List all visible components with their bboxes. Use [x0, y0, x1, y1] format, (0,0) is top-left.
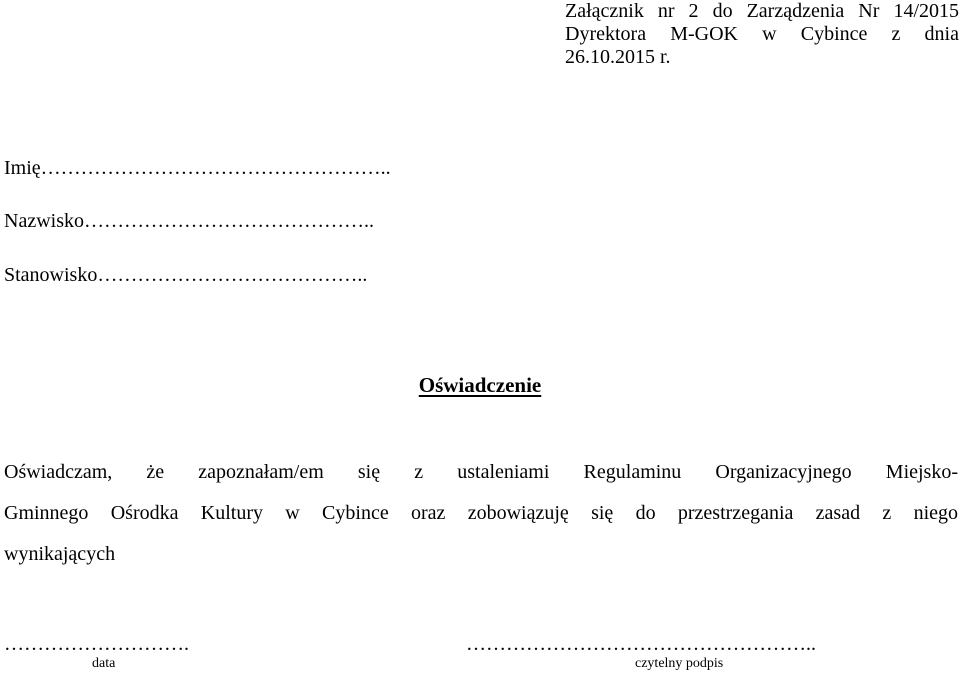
statement-paragraph: [4, 452, 958, 575]
annex-header: [565, 0, 959, 69]
document-title-text: Oświadczenie: [418, 373, 542, 397]
annex-line-2: Dyrektora M-GOK w Cybince z dnia: [565, 23, 959, 45]
statement-line-1: Oświadczam, że zapoznałam/em się z ustaleniami Regulaminu Organizacyjnego Miejsko-: [4, 461, 958, 483]
date-label: data: [92, 656, 116, 671]
date-line: ……………………….: [4, 633, 189, 655]
signature-label: czytelny podpis: [635, 656, 724, 671]
statement-line-3: wynikających: [4, 543, 116, 565]
statement-line-2: Gminnego Ośrodka Kultury w Cybince oraz zobowiązuję się do przestrzegania zasad z niego: [4, 502, 958, 524]
signature-line: ……………………………………………..: [466, 633, 816, 655]
last-name-field: Nazwisko……………………………………..: [4, 210, 374, 232]
document-title: [0, 372, 960, 398]
annex-line-1: Załącznik nr 2 do Zarządzenia Nr 14/2015: [565, 0, 959, 22]
first-name-field: Imię……………………………………………..: [4, 157, 391, 179]
position-field: Stanowisko…………………………………..: [4, 264, 368, 286]
annex-line-3: 26.10.2015 r.: [565, 46, 671, 68]
